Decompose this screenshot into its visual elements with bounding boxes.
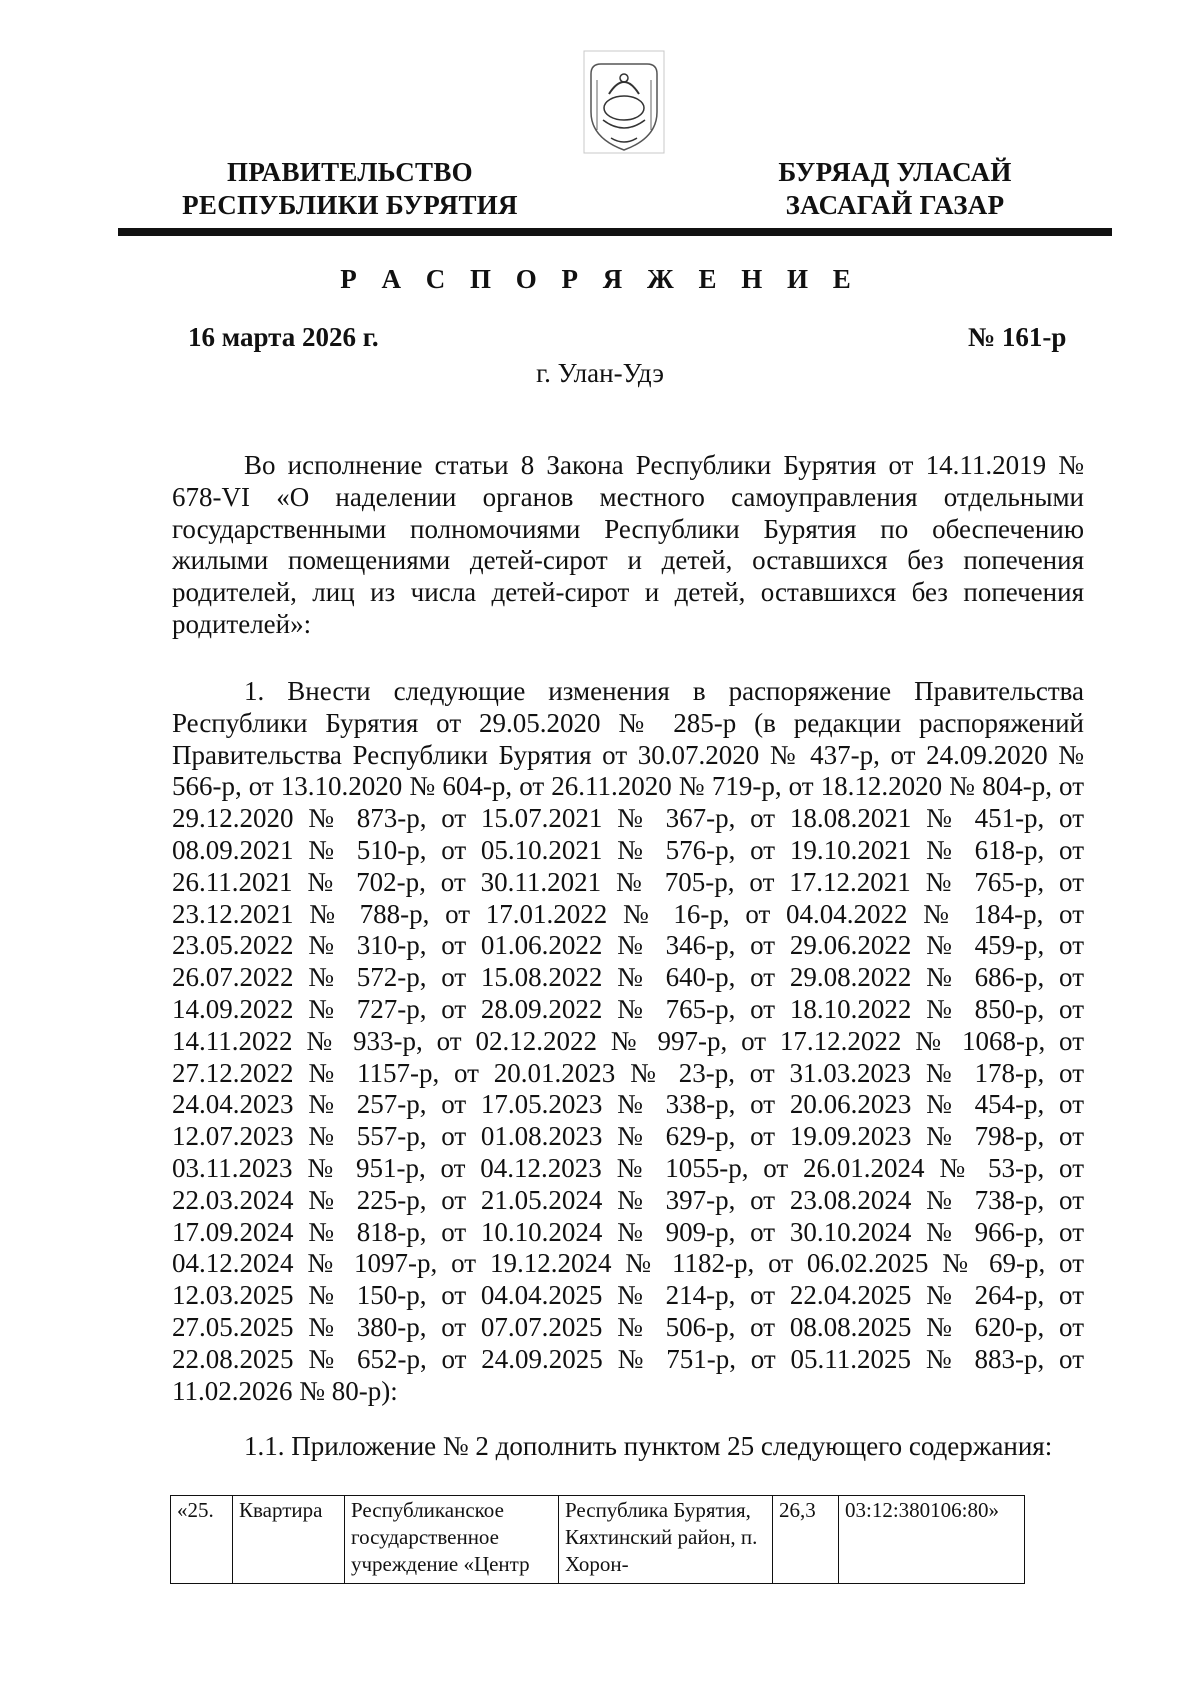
table-cell-holder: Республиканское государственное учреждение «Центр [345,1496,559,1584]
government-name-buryat [730,156,1060,222]
coat-of-arms-emblem [583,50,665,154]
government-name-buryat-line-2: ЗАСАГАЙ ГАЗАР [785,190,1005,220]
table-row [171,1496,1025,1584]
government-name-line-2: РЕСПУБЛИКИ БУРЯТИЯ [182,190,518,220]
appendix-table [170,1495,1025,1584]
document-date: 16 марта 2026 г. [188,322,379,352]
document-number: № 161-р [968,322,1067,352]
table-cell-area: 26,3 [773,1496,839,1584]
table-cell-property-type: Квартира [233,1496,345,1584]
preamble-paragraph: Во исполнение статьи 8 Закона Республики Бурятия от 14.11.2019 № 678-VI «О наделении органов местного самоуправления отдельными государственными полномочиями Республики Бурятия по обеспечению жилыми помещениями детей-сирот и детей, оставшихся без попечения родителей, лиц из числа детей-сирот и детей, оставшихся без попечения родителей»: [172,450,1084,639]
header-divider [118,228,1112,236]
document-city: г. Улан-Удэ [536,358,664,388]
government-name-buryat-line-1: БУРЯАД УЛАСАЙ [778,157,1012,187]
government-name-line-1: ПРАВИТЕЛЬСТВО [227,157,473,187]
document-type-title: Р А С П О Р Я Ж Е Н И Е [340,264,860,294]
table-cell-item-number: «25. [171,1496,233,1584]
table-cell-cadastral-number: 03:12:380106:80» [839,1496,1025,1584]
item-1-paragraph: 1. Внести следующие изменения в распоряжение Правительства Республики Бурятия от 29.05.2020 № 285-р (в редакции распоряжений Правительства Республики Бурятия от 30.07.2020 № 437-р, от 24.09.2020 № 566-р, от 13.10.2020 № 604-р, от 26.11.2020 № 719-р, от 18.12.2020 № 804-р, от 29.12.2020 № 873-р, от 15.07.2021 № 367-р, от 18.08.2021 № 451-р, от 08.09.2021 № 510-р, от 05.10.2021 № 576-р, от 19.10.2021 № 618-р, от 26.11.2021 № 702-р, от 30.11.2021 № 705-р, от 17.12.2021 № 765-р, от 23.12.2021 № 788-р, от 17.01.2022 № 16-р, от 04.04.2022 № 184-р, от 23.05.2022 № 310-р, от 01.06.2022 № 346-р, от 29.06.2022 № 459-р, от 26.07.2022 № 572-р, от 15.08.2022 № 640-р, от 29.08.2022 № 686-р, от 14.09.2022 № 727-р, от 28.09.2022 № 765-р, от 18.10.2022 № 850-р, от 14.11.2022 № 933-р, от 02.12.2022 № 997-р, от 17.12.2022 № 1068-р, от 27.12.2022 № 1157-р, от 20.01.2023 № 23-р, от 31.03.2023 № 178-р, от 24.04.2023 № 257-р, от 17.05.2023 № 338-р, от 20.06.2023 № 454-р, от 12.07.2023 № 557-р, от 01.08.2023 № 629-р, от 19.09.2023 № 798-р, от 03.11.2023 № 951-р, от 04.12.2023 № 1055-р, от 26.01.2024 № 53-р, от 22.03.2024 № 225-р, от 21.05.2024 № 397-р, от 23.08.2024 № 738-р, от 17.09.2024 № 818-р, от 10.10.2024 № 909-р, от 30.10.2024 № 966-р, от 04.12.2024 № 1097-р, от 19.12.2024 № 1182-р, от 06.02.2025 № 69-р, от 12.03.2025 № 150-р, от 04.04.2025 № 214-р, от 22.04.2025 № 264-р, от 27.05.2025 № 380-р, от 07.07.2025 № 506-р, от 08.08.2025 № 620-р, от 22.08.2025 № 652-р, от 24.09.2025 № 751-р, от 05.11.2025 № 883-р, от 11.02.2026 № 80-р): [172,676,1084,1406]
item-1-1-paragraph: 1.1. Приложение № 2 дополнить пунктом 25 следующего содержания: [244,1431,1053,1461]
table-cell-address: Республика Бурятия, Кяхтинский район, п. Хорон- [559,1496,773,1584]
government-name-russian [140,156,560,222]
